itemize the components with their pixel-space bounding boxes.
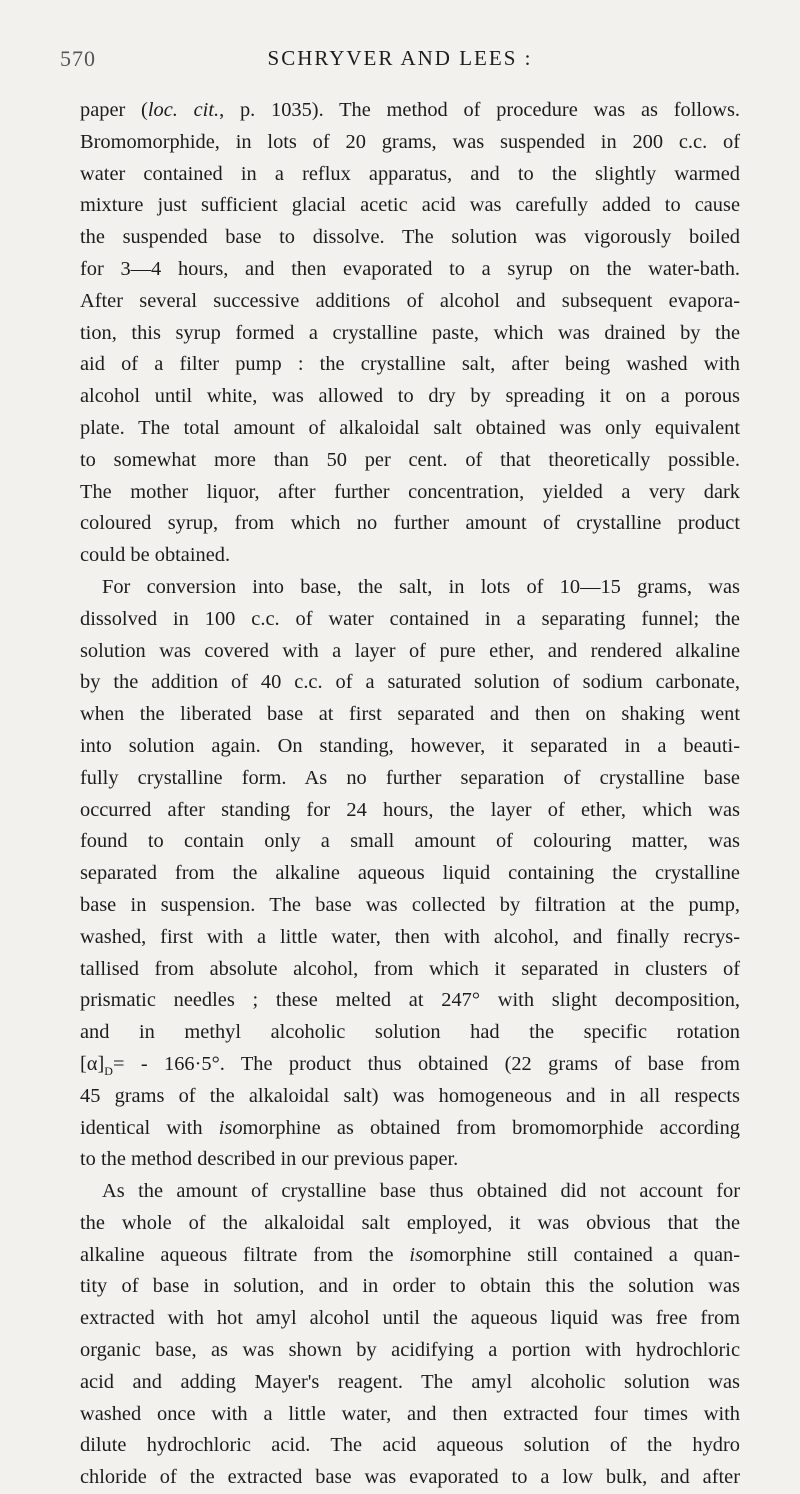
text-line — [80, 349, 740, 381]
text-line — [80, 1113, 740, 1145]
text-line — [80, 636, 740, 668]
text-segment: could be obtained. — [80, 544, 231, 567]
text-segment: 45 grams of the alkaloidal salt) was homogeneous and in all respects — [80, 1084, 740, 1107]
text-line — [80, 127, 740, 159]
text-line — [80, 1176, 740, 1208]
text-line — [80, 445, 740, 477]
text-line — [80, 540, 740, 572]
text-segment: As the amount of crystalline base thus obtained did not account for — [102, 1180, 740, 1203]
text-line — [80, 604, 740, 636]
text-line — [80, 699, 740, 731]
text-segment: morphine still contained a quan- — [433, 1243, 741, 1266]
text-line — [80, 1144, 740, 1176]
text-segment: [α] — [80, 1052, 105, 1075]
running-head: SCHRYVER AND LEES : — [267, 46, 533, 70]
text-segment: For conversion into base, the salt, in lots of 10—15 grams, was — [102, 575, 740, 598]
text-segment: to somewhat more than 50 per cent. of that theoretically possible. — [80, 448, 740, 471]
text-segment: The mother liquor, after further concentration, yielded a very dark — [80, 480, 740, 503]
text-line — [80, 1462, 740, 1494]
text-segment: prismatic needles ; these melted at 247° with slight decomposition, — [80, 989, 740, 1012]
text-line — [80, 95, 740, 127]
text-line — [80, 413, 740, 445]
text-segment: fully crystalline form. As no further separation of crystalline base — [80, 766, 740, 789]
text-line — [80, 1208, 740, 1240]
text-line — [80, 254, 740, 286]
text-segment: After several successive additions of alcohol and subsequent evapora- — [80, 289, 740, 312]
text-segment: organic base, as was shown by acidifying a portion with hydrochloric — [80, 1339, 740, 1362]
page-number: 570 — [60, 46, 96, 71]
text-line — [80, 190, 740, 222]
italic-text: iso — [409, 1243, 434, 1266]
text-line — [80, 1271, 740, 1303]
text-line — [80, 222, 740, 254]
text-segment: when the liberated base at first separated and then on shaking went — [80, 703, 740, 726]
text-segment: by the addition of 40 c.c. of a saturated solution of sodium carbonate, — [80, 671, 740, 694]
page-header — [0, 46, 800, 76]
text-segment: coloured syrup, from which no further amount of crystalline product — [80, 512, 740, 535]
text-line — [80, 1049, 740, 1081]
text-line — [80, 826, 740, 858]
text-segment: separated from the alkaline aqueous liquid containing the crystalline — [80, 862, 740, 885]
text-line — [80, 667, 740, 699]
text-segment: found to contain only a small amount of colouring matter, was — [80, 830, 740, 853]
text-line — [80, 381, 740, 413]
text-line — [80, 1430, 740, 1462]
text-segment: and in methyl alcoholic solution had the specific rotation — [80, 1021, 740, 1044]
text-line — [80, 477, 740, 509]
text-segment: , p. 1035). The method of procedure was as follows. — [219, 99, 741, 121]
text-line — [80, 1335, 740, 1367]
text-segment: dissolved in 100 c.c. of water contained in a separating funnel; the — [80, 607, 740, 630]
text-segment: the whole of the alkaloidal salt employed, it was obvious that the — [80, 1211, 740, 1234]
text-segment: chloride of the extracted base was evaporated to a low bulk, and after — [80, 1466, 740, 1489]
text-segment: alcohol until white, was allowed to dry by spreading it on a porous — [80, 385, 740, 408]
text-segment: solution was covered with a layer of pure ether, and rendered alkaline — [80, 639, 740, 662]
text-line — [80, 286, 740, 318]
text-segment: to the method described in our previous paper. — [80, 1148, 459, 1171]
text-line — [80, 572, 740, 604]
text-segment: the suspended base to dissolve. The solution was vigorously boiled — [80, 226, 740, 249]
text-segment: washed once with a little water, and then extracted four times with — [80, 1402, 740, 1425]
text-segment: = - 166·5°. The product thus obtained (22 grams of base from — [112, 1052, 740, 1075]
text-segment: tity of base in solution, and in order to obtain this the solution was — [80, 1275, 740, 1298]
text-line — [80, 795, 740, 827]
text-line — [80, 954, 740, 986]
text-line — [80, 731, 740, 763]
text-segment: for 3—4 hours, and then evaporated to a syrup on the water-bath. — [80, 257, 740, 280]
text-segment: plate. The total amount of alkaloidal salt obtained was only equivalent — [80, 416, 740, 439]
text-segment: dilute hydrochloric acid. The acid aqueous solution of the hydro — [80, 1434, 740, 1457]
text-segment: Bromomorphide, in lots of 20 grams, was suspended in 200 c.c. of — [80, 130, 740, 153]
text-segment: acid and adding Mayer's reagent. The amyl alcoholic solution was — [80, 1370, 740, 1393]
text-segment: tion, this syrup formed a crystalline paste, which was drained by the — [80, 321, 740, 344]
text-line — [80, 890, 740, 922]
text-segment: identical with — [80, 1116, 219, 1139]
text-line — [80, 985, 740, 1017]
text-line — [80, 922, 740, 954]
text-segment: base in suspension. The base was collected by filtration at the pump, — [80, 893, 740, 916]
text-line — [80, 508, 740, 540]
text-line — [80, 763, 740, 795]
text-segment: tallised from absolute alcohol, from which it separated in clusters of — [80, 957, 740, 980]
text-segment: paper ( — [80, 99, 148, 121]
text-segment: mixture just sufficient glacial acetic acid was carefully added to cause — [80, 194, 740, 217]
text-line — [80, 159, 740, 191]
italic-text: loc. cit. — [147, 99, 220, 121]
text-segment: aid of a filter pump : the crystalline salt, after being washed with — [80, 353, 740, 376]
text-line — [80, 318, 740, 350]
body-text — [80, 95, 740, 1494]
subscript: D — [104, 1063, 113, 1078]
text-segment: alkaline aqueous filtrate from the — [80, 1243, 410, 1266]
italic-text: iso — [218, 1116, 243, 1139]
text-line — [80, 1303, 740, 1335]
text-segment: into solution again. On standing, however, it separated in a beauti- — [80, 734, 740, 757]
text-segment: extracted with hot amyl alcohol until the aqueous liquid was free from — [80, 1307, 740, 1330]
text-segment: occurred after standing for 24 hours, the layer of ether, which was — [80, 798, 740, 821]
text-line — [80, 858, 740, 890]
text-line — [80, 1240, 740, 1272]
text-line — [80, 1017, 740, 1049]
text-segment: water contained in a reflux apparatus, and to the slightly warmed — [80, 162, 740, 185]
text-segment: morphine as obtained from bromomorphide according — [242, 1116, 740, 1139]
text-segment: washed, first with a little water, then with alcohol, and finally recrys- — [80, 925, 740, 948]
text-line — [80, 1399, 740, 1431]
text-line — [80, 1081, 740, 1113]
